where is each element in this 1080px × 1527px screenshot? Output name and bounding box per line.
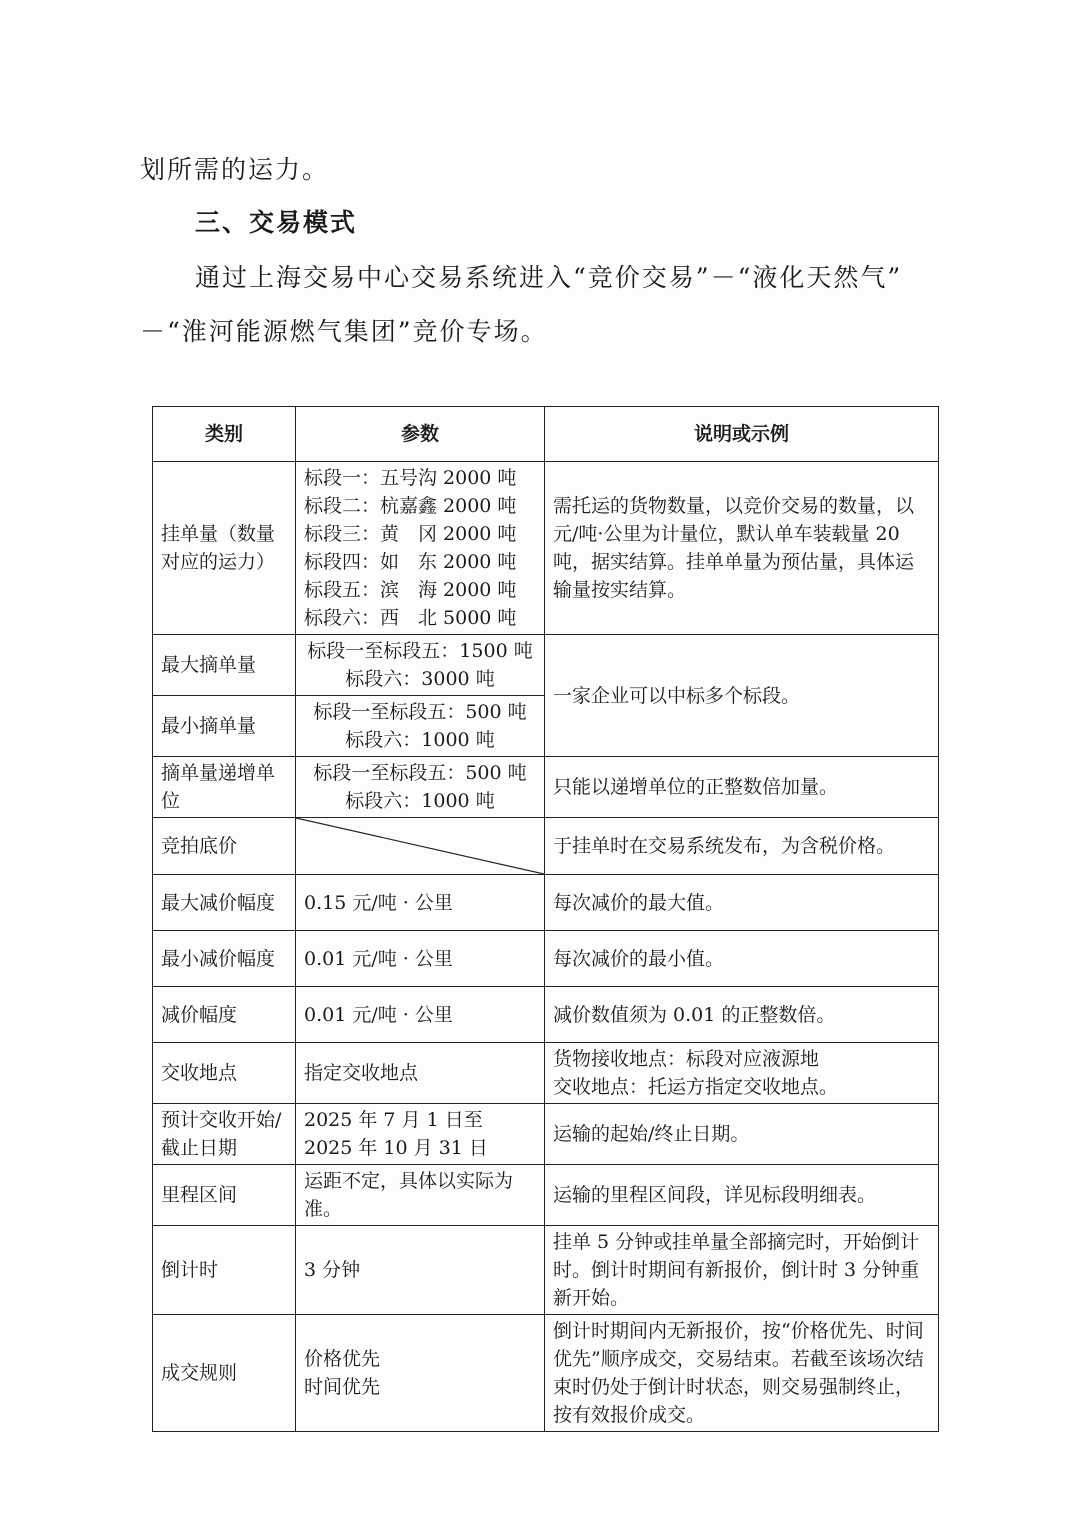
trading-mode-table — [152, 406, 939, 1432]
row-category: 最大减价幅度 — [153, 875, 296, 931]
table-row — [153, 1315, 939, 1432]
diagonal-line — [296, 818, 544, 874]
row-category: 最大摘单量 — [153, 635, 296, 696]
param-line: 标段六：西 北 5000 吨 — [304, 607, 517, 629]
table-header-row — [153, 407, 939, 462]
row-note: 运输的里程区间段，详见标段明细表。 — [545, 1165, 939, 1226]
section-heading: 三、交易模式 — [195, 208, 358, 237]
row-note — [545, 1043, 939, 1104]
empty-diagonal-cell — [296, 818, 545, 875]
row-params: 0.15 元/吨 · 公里 — [296, 875, 545, 931]
note-line: 交收地点：托运方指定交收地点。 — [553, 1076, 839, 1098]
note-line: 货物接收地点：标段对应液源地 — [553, 1048, 820, 1070]
row-note: 一家企业可以中标多个标段。 — [545, 635, 939, 757]
row-params — [296, 757, 545, 818]
row-note: 减价数值须为 0.01 的正整数倍。 — [545, 987, 939, 1043]
paragraph-line-1: 通过上海交易中心交易系统进入“竞价交易”－“液化天然气” — [195, 263, 903, 292]
row-note: 每次减价的最小值。 — [545, 931, 939, 987]
row-category: 成交规则 — [153, 1315, 296, 1432]
row-category: 倒计时 — [153, 1226, 296, 1315]
table-row — [153, 635, 939, 696]
param-line: 标段四：如 东 2000 吨 — [304, 551, 517, 573]
param-line: 标段一至标段五：1500 吨 — [307, 640, 533, 662]
row-params — [296, 696, 545, 757]
row-note: 于挂单时在交易系统发布，为含税价格。 — [545, 818, 939, 875]
row-note: 只能以递增单位的正整数倍加量。 — [545, 757, 939, 818]
header-category: 类别 — [153, 407, 296, 462]
table-row — [153, 1226, 939, 1315]
table-row — [153, 818, 939, 875]
row-category: 减价幅度 — [153, 987, 296, 1043]
param-line: 标段五：滨 海 2000 吨 — [304, 579, 517, 601]
param-line: 标段一至标段五：500 吨 — [313, 701, 527, 723]
row-note: 运输的起始/终止日期。 — [545, 1104, 939, 1165]
table-row — [153, 462, 939, 635]
table-row — [153, 987, 939, 1043]
row-params: 0.01 元/吨 · 公里 — [296, 987, 545, 1043]
table-row — [153, 931, 939, 987]
row-category: 里程区间 — [153, 1165, 296, 1226]
paragraph-line-2: －“淮河能源燃气集团”竞价专场。 — [140, 317, 548, 346]
row-category: 摘单量递增单位 — [153, 757, 296, 818]
row-params — [296, 1315, 545, 1432]
intro-tail-text: 划所需的运力。 — [140, 155, 330, 184]
table-row — [153, 1043, 939, 1104]
row-params: 3 分钟 — [296, 1226, 545, 1315]
row-category: 最小减价幅度 — [153, 931, 296, 987]
param-line: 标段一至标段五：500 吨 — [313, 762, 527, 784]
row-category: 预计交收开始/截止日期 — [153, 1104, 296, 1165]
table-row — [153, 1104, 939, 1165]
row-params — [296, 635, 545, 696]
row-category: 最小摘单量 — [153, 696, 296, 757]
row-params: 0.01 元/吨 · 公里 — [296, 931, 545, 987]
param-line: 标段三：黄 冈 2000 吨 — [304, 523, 517, 545]
row-params: 指定交收地点 — [296, 1043, 545, 1104]
param-line: 价格优先 — [304, 1348, 381, 1370]
param-line: 时间优先 — [304, 1376, 381, 1398]
header-params: 参数 — [296, 407, 545, 462]
row-category: 竞拍底价 — [153, 818, 296, 875]
header-note: 说明或示例 — [545, 407, 939, 462]
param-line: 标段二：杭嘉鑫 2000 吨 — [304, 495, 517, 517]
table-row — [153, 757, 939, 818]
row-params — [296, 462, 545, 635]
row-category: 交收地点 — [153, 1043, 296, 1104]
row-note: 倒计时期间内无新报价，按“价格优先、时间优先”顺序成交，交易结束。若截至该场次结束时仍处于倒计时状态，则交易强制终止，按有效报价成交。 — [545, 1315, 939, 1432]
param-line: 标段一：五号沟 2000 吨 — [304, 467, 517, 489]
row-category: 挂单量（数量对应的运力） — [153, 462, 296, 635]
param-line: 标段六：1000 吨 — [345, 729, 495, 751]
row-note: 挂单 5 分钟或挂单量全部摘完时，开始倒计时。倒计时期间有新报价，倒计时 3 分钟重新开始。 — [545, 1226, 939, 1315]
param-line: 标段六：3000 吨 — [345, 668, 495, 690]
table-row — [153, 1165, 939, 1226]
table-row — [153, 875, 939, 931]
row-note: 需托运的货物数量，以竞价交易的数量，以元/吨·公里为计量位，默认单车装载量 20 吨，据实结算。挂单单量为预估量，具体运输量按实结算。 — [545, 462, 939, 635]
param-line: 标段六：1000 吨 — [345, 790, 495, 812]
row-note: 每次减价的最大值。 — [545, 875, 939, 931]
row-params: 2025 年 7 月 1 日至 2025 年 10 月 31 日 — [296, 1104, 545, 1165]
row-params: 运距不定，具体以实际为准。 — [296, 1165, 545, 1226]
